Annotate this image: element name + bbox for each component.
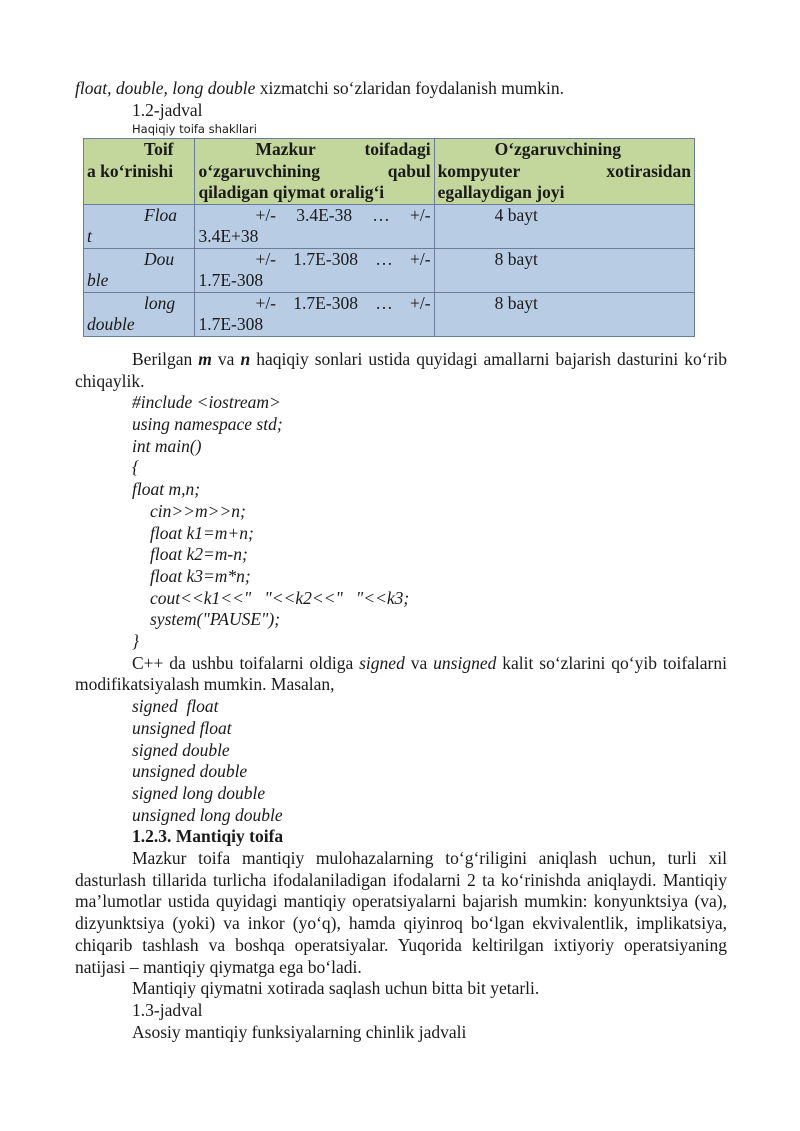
table-header-row bbox=[84, 139, 695, 205]
code-line: float k1=m+n; bbox=[150, 522, 254, 543]
list-item: signed long double bbox=[132, 782, 266, 803]
paragraph-modifiers: C++ da ushbu toifalarni oldiga signed va unsigned kalit so‘zlarini qo‘yib toifalarni modifikatsiyalash mumkin. Masalan, bbox=[75, 652, 727, 695]
code-line: } bbox=[132, 631, 139, 652]
code-line: system("PAUSE"); bbox=[150, 609, 281, 630]
table2-caption: Asosiy mantiqiy funksiyalarning chinlik jadvali bbox=[132, 1021, 467, 1042]
range-cell: +/- 3.4E-38 … +/- 3.4E+38 bbox=[195, 204, 434, 248]
list-item: signed double bbox=[132, 739, 230, 760]
document-page bbox=[75, 78, 727, 1043]
modifier-list bbox=[75, 696, 727, 826]
code-line: float m,n; bbox=[132, 479, 201, 500]
code-line: cout<<k1<<" "<<k2<<" "<<k3; bbox=[150, 587, 410, 608]
size-cell: 8 bayt bbox=[434, 292, 694, 336]
size-cell: 4 bayt bbox=[434, 204, 694, 248]
table-row bbox=[84, 248, 695, 292]
code-line: cin>>m>>n; bbox=[150, 500, 246, 521]
code-line: float k2=m-n; bbox=[150, 544, 248, 565]
list-item: signed float bbox=[132, 696, 219, 717]
paragraph-logical-type: Mazkur toifa mantiqiy mulohazalarning to‘g‘riligini aniqlash uchun, turli xil dasturlash tillarida turlicha ifodalaniladigan ifodalarni 2 ta ko‘rinishda aniqlaydi. Mantiqiy ma’lumotlar ustida quyidagi mantiqiy operatsiyalarni bajarish mumkin: konyunktsiya (va), dizyunktsiya (yoki) va inkor (yo‘q), hamda qiyinroq bo‘lgan ekvivalentlik, implikatsiya, chiqarib tashlash va boshqa operatsiyalar. Yuqorida keltirilgan ixtiyoriy operatsiyaning natijasi – mantiqiy qiymatga ega bo‘ladi. bbox=[75, 848, 727, 977]
table1-label: 1.2-jadval bbox=[132, 99, 203, 120]
header-range: Mazkur toifadagi o‘zgaruvchining qabul qiladigan qiymat oralig‘i bbox=[195, 139, 434, 205]
header-size: O‘zgaruvchining kompyuter xotirasidan egallaydigan joyi bbox=[434, 139, 694, 205]
intro-rest: xizmatchi so‘zlaridan foydalanish mumkin. bbox=[255, 78, 564, 98]
table-row bbox=[84, 204, 695, 248]
table-row bbox=[84, 292, 695, 336]
list-item: unsigned long double bbox=[132, 804, 283, 825]
type-cell: Floa t bbox=[84, 204, 195, 248]
table1-caption: Haqiqiy toifa shakllari bbox=[132, 122, 257, 137]
type-cell: Dou ble bbox=[84, 248, 195, 292]
code-listing bbox=[75, 392, 727, 652]
intro-keywords: float, double, long double bbox=[75, 78, 256, 98]
code-line: float k3=m*n; bbox=[150, 565, 251, 586]
list-item: unsigned float bbox=[132, 717, 232, 738]
code-line: using namespace std; bbox=[132, 414, 283, 435]
header-type: Toif a ko‘rinishi bbox=[84, 139, 195, 205]
code-line: { bbox=[132, 457, 139, 478]
size-cell: 8 bayt bbox=[434, 248, 694, 292]
range-cell: +/- 1.7E-308 … +/- 1.7E-308 bbox=[195, 292, 434, 336]
paragraph-bit: Mantiqiy qiymatni xotirada saqlash uchun bitta bit yetarli. bbox=[132, 978, 540, 999]
range-cell: +/- 1.7E-308 … +/- 1.7E-308 bbox=[195, 248, 434, 292]
real-types-table bbox=[83, 138, 695, 337]
section-heading: 1.2.3. Mantiqiy toifa bbox=[132, 826, 284, 847]
intro-line bbox=[75, 78, 727, 100]
table2-label: 1.3-jadval bbox=[132, 1000, 203, 1020]
type-cell: long double bbox=[84, 292, 195, 336]
list-item: unsigned double bbox=[132, 761, 248, 782]
code-line: #include <iostream> bbox=[132, 392, 281, 413]
code-line: int main() bbox=[132, 435, 202, 456]
paragraph-program-intro: Berilgan m va n haqiqiy sonlari ustida quyidagi amallarni bajarish dasturini ko‘rib chiqaylik. bbox=[75, 348, 727, 391]
